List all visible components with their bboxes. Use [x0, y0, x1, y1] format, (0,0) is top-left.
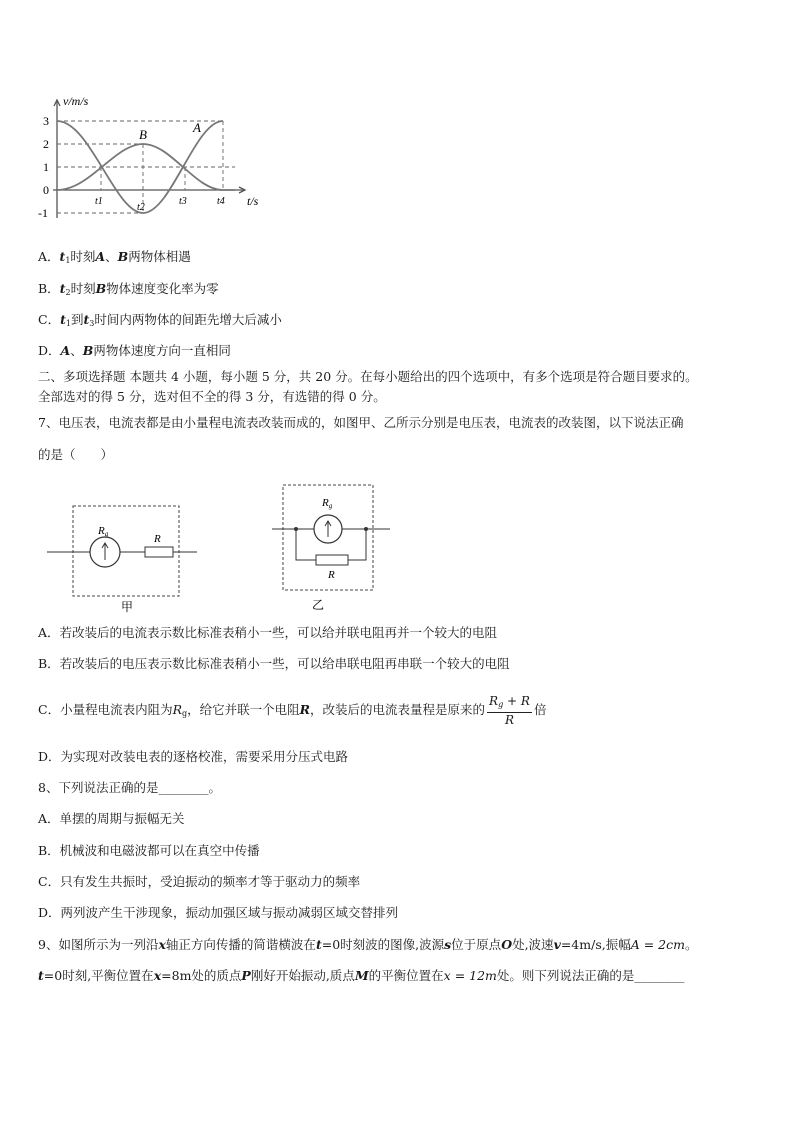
q8-stem: 8、下列说法正确的是________。: [38, 780, 221, 795]
rg-label: R: [322, 497, 329, 509]
r-label: R: [154, 533, 161, 545]
svg-text:Rg: Rg: [98, 525, 109, 538]
y-tick: 1: [43, 160, 49, 174]
circuit-diagram-yi: [270, 482, 410, 612]
x-tick: t3: [179, 196, 187, 207]
x-tick: t2: [137, 202, 145, 213]
q9-stem-line2: t=0时刻,平衡位置在x=8m处的质点P刚好开始振动,质点M的平衡位置在x = 12m处。则下列说法正确的是________: [38, 968, 685, 983]
svg-text:Rg: Rg: [322, 497, 333, 510]
t-axis-label: t/s: [247, 194, 259, 208]
curve-a-label: A: [193, 120, 201, 135]
q6-option-a: A．$t_1$时刻A、B两物体相遇: [38, 249, 191, 265]
q7-option-a: A．若改装后的电流表示数比标准表稍小一些，可以给并联电阻再并一个较大的电阻: [38, 625, 498, 640]
rg-label: R: [98, 525, 105, 537]
q7-option-b: B．若改装后的电压表示数比标准表稍小一些，可以给串联电阻再串联一个较大的电阻: [38, 656, 510, 671]
r-label: R: [328, 569, 335, 581]
circuit-diagram-jia: [45, 500, 215, 630]
q7-option-c: C．小量程电流表内阻为$R_g$，给它并联一个电阻R，改装后的电流表量程是原来的 $\frac{R_g + R}{R}$ 倍: [38, 693, 547, 727]
y-tick: 2: [43, 137, 49, 151]
q7-stem-line1: 7、电压表，电流表都是由小量程电流表改装而成的，如图甲、乙所示分别是电压表，电流表的改装图，以下说法正确: [38, 415, 684, 430]
shunt-resistor: [316, 555, 348, 565]
curve-b: [57, 144, 235, 190]
q8-option-a: A．单摆的周期与振幅无关: [38, 811, 185, 826]
y-tick: 3: [43, 114, 49, 128]
q6-option-d: D．A、B两物体速度方向一直相同: [38, 343, 231, 358]
q9-stem-line1: 9、如图所示为一列沿x轴正方向传播的简谐横波在t=0时刻波的图像,波源s位于原点O处,波速v=4m/s,振幅A = 2cm。: [38, 937, 698, 952]
y-tick: 0: [43, 183, 49, 197]
y-tick: -1: [38, 206, 48, 220]
q8-option-c: C．只有发生共振时，受迫振动的频率才等于驱动力的频率: [38, 874, 361, 889]
figure-caption-jia: 甲: [121, 600, 134, 614]
section2-instructions-line1: 二、多项选择题 本题共 4 小题，每小题 5 分，共 20 分。在每小题给出的四个选项中，有多个选项是符合题目要求的。: [38, 369, 698, 384]
series-resistor: [145, 547, 173, 557]
range-multiplier-fraction: $\frac{R_g + R}{R}$: [489, 693, 530, 727]
q8-option-d: D．两列波产生干涉现象，振动加强区域与振动减弱区域交替排列: [38, 905, 399, 920]
q6-option-c: C．$t_1$到$t_3$时间内两物体的间距先增大后减小: [38, 312, 282, 328]
q8-option-b: B．机械波和电磁波都可以在真空中传播: [38, 843, 260, 858]
q7-stem-line2: 的是（ ）: [38, 447, 114, 462]
x-tick: t4: [217, 196, 225, 207]
q7-option-d: D．为实现对改装电表的逐格校准，需要采用分压式电路: [38, 749, 349, 764]
section2-instructions-line2: 全部选对的得 5 分，选对但不全的得 3 分，有选错的得 0 分。: [38, 389, 386, 404]
v-axis-label: v/m/s: [63, 94, 89, 108]
curve-b-label: B: [139, 127, 147, 142]
velocity-time-graph: [35, 92, 275, 222]
q6-option-b: B．$t_2$时刻B物体速度变化率为零: [38, 281, 219, 297]
figure-caption-yi: 乙: [312, 598, 325, 612]
x-tick: t1: [95, 196, 103, 207]
